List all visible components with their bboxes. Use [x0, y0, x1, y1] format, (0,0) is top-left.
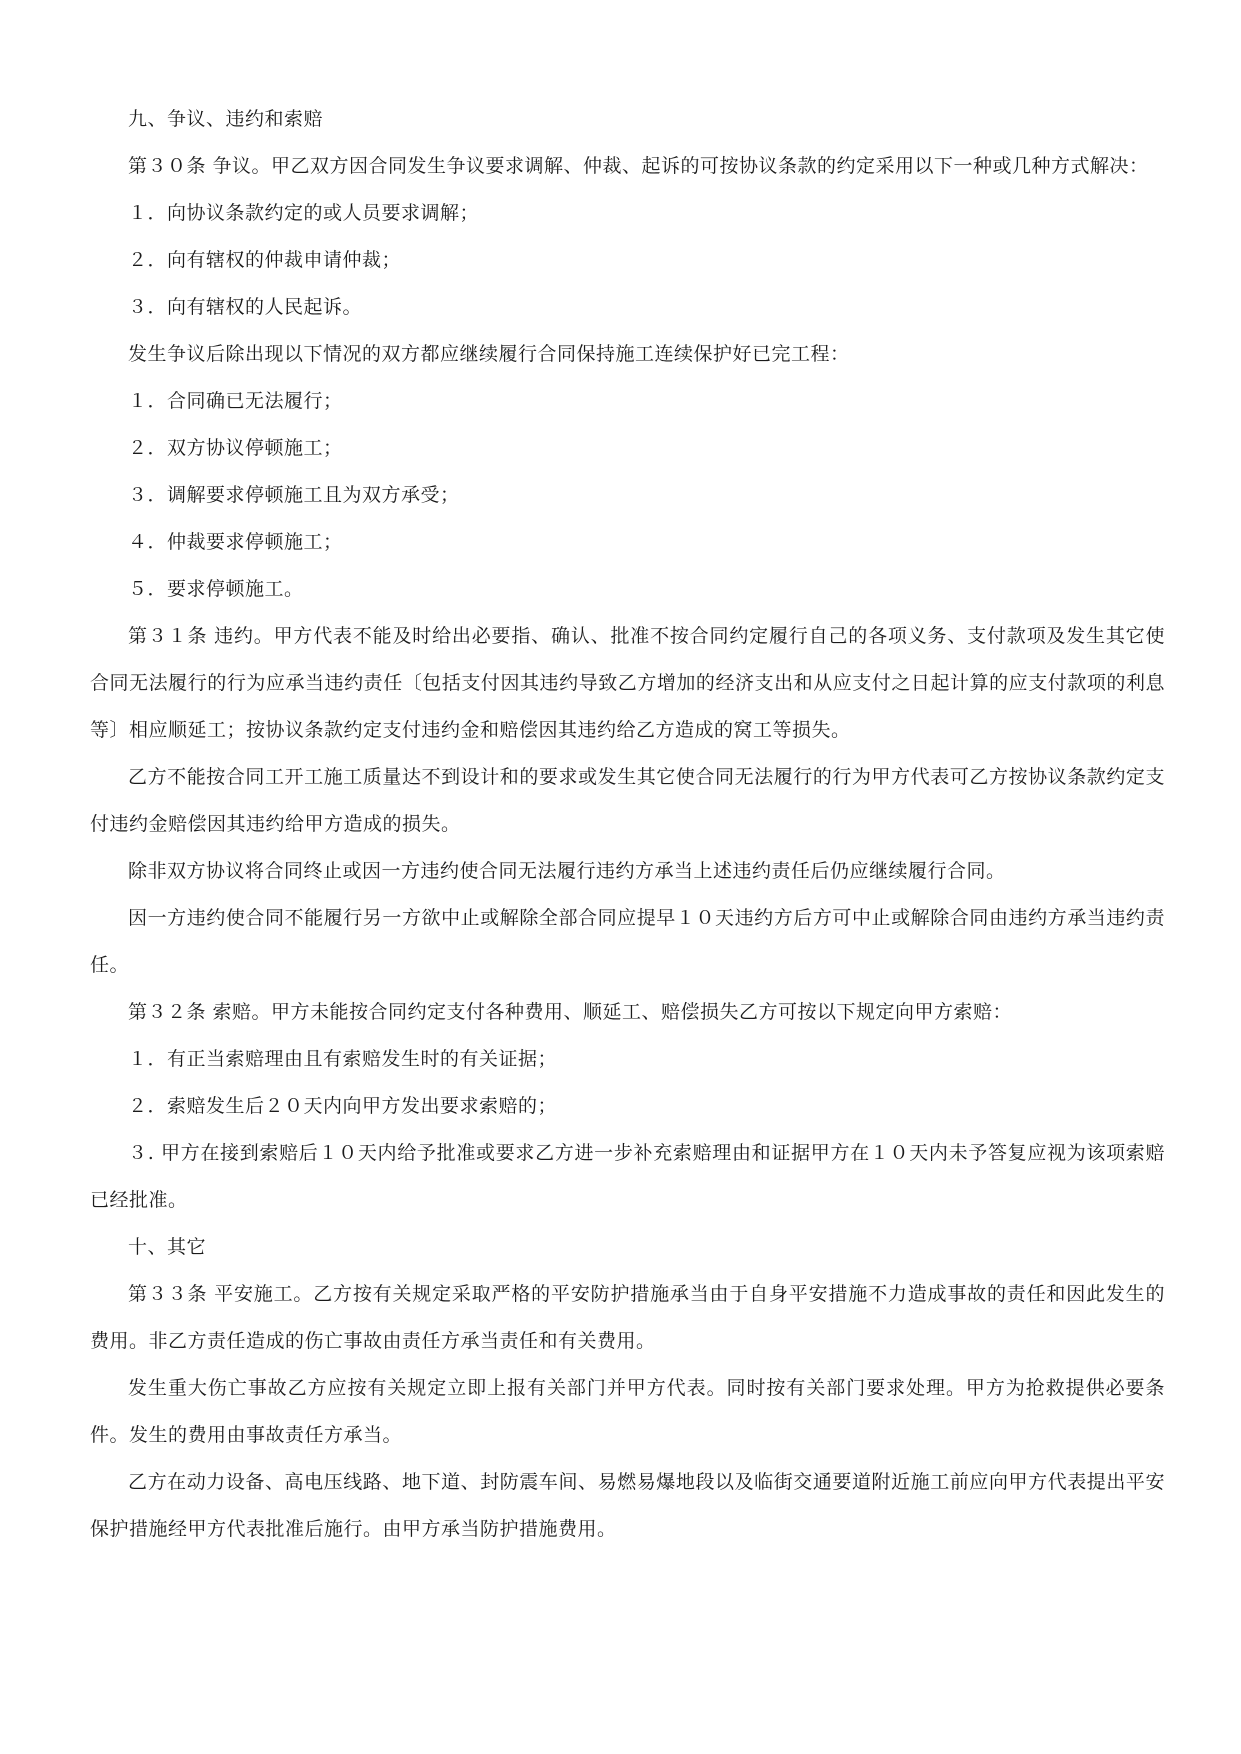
list-item: ３．调解要求停顿施工且为双方承受； — [128, 484, 460, 506]
paragraph: 发生重大伤亡事故乙方应按有关规定立即上报有关部门并甲方代表。同时按有关部门要求处理。甲方为抢救提供必要条件。发生的费用由事故责任方承当。 — [90, 1377, 1165, 1446]
list-item: ２．索赔发生后２０天内向甲方发出要求索赔的； — [128, 1095, 558, 1117]
paragraph: 乙方在动力设备、高电压线路、地下道、封防震车间、易燃易爆地段以及临街交通要道附近施工前应向甲方代表提出平安保护措施经甲方代表批准后施行。由甲方承当防护措施费用。 — [90, 1471, 1165, 1540]
paragraph: 发生争议后除出现以下情况的双方都应继续履行合同保持施工连续保护好已完工程： — [128, 343, 850, 365]
list-item: ５．要求停顿施工。 — [128, 578, 304, 600]
paragraph: 因一方违约使合同不能履行另一方欲中止或解除全部合同应提早１０天违约方后方可中止或解除合同由违约方承当违约责任。 — [90, 907, 1165, 976]
section-heading-disputes: 九、争议、违约和索赔 — [128, 108, 324, 130]
list-item: ２．双方协议停顿施工； — [128, 437, 343, 459]
article-33-safety: 第３３条 平安施工。乙方按有关规定采取严格的平安防护措施承当由于自身平安措施不力造成事故的责任和因此发生的费用。非乙方责任造成的伤亡事故由责任方承当责任和有关费用。 — [90, 1283, 1165, 1352]
article-32-claims: 第３２条 索赔。甲方未能按合同约定支付各种费用、顺延工、赔偿损失乙方可按以下规定向甲方索赔： — [128, 1001, 1013, 1023]
article-31-breach: 第３１条 违约。甲方代表不能及时给出必要指、确认、批准不按合同约定履行自己的各项义务、支付款项及发生其它使合同无法履行的行为应承当违约责任〔包括支付因其违约导致乙方增加的经济支出和从应支付之日起计算的应支付款项的利息等〕相应顺延工；按协议条款约定支付违约金和赔偿因其违约给乙方造成的窝工等损失。 — [90, 625, 1165, 741]
list-item: １．合同确已无法履行； — [128, 390, 343, 412]
list-item: ３．向有辖权的人民起诉。 — [128, 296, 363, 318]
list-item: ２．向有辖权的仲裁申请仲裁； — [128, 249, 402, 271]
list-item: １．有正当索赔理由且有索赔发生时的有关证据； — [128, 1048, 558, 1070]
paragraph: 乙方不能按合同工开工施工质量达不到设计和的要求或发生其它使合同无法履行的行为甲方代表可乙方按协议条款约定支付违约金赔偿因其违约给甲方造成的损失。 — [90, 766, 1165, 835]
paragraph: 除非双方协议将合同终止或因一方违约使合同无法履行违约方承当上述违约责任后仍应继续履行合同。 — [128, 860, 1006, 882]
section-heading-other: 十、其它 — [128, 1236, 207, 1258]
list-item: １．向协议条款约定的或人员要求调解； — [128, 202, 480, 224]
list-item: ４．仲裁要求停顿施工； — [128, 531, 343, 553]
article-30-dispute: 第３０条 争议。甲乙双方因合同发生争议要求调解、仲裁、起诉的可按协议条款的约定采用以下一种或几种方式解决： — [128, 155, 1149, 177]
document-page — [90, 96, 1165, 1553]
list-item: ３. 甲方在接到索赔后１０天内给予批准或要求乙方进一步补充索赔理由和证据甲方在１０天内未予答复应视为该项索赔已经批准。 — [90, 1142, 1165, 1211]
